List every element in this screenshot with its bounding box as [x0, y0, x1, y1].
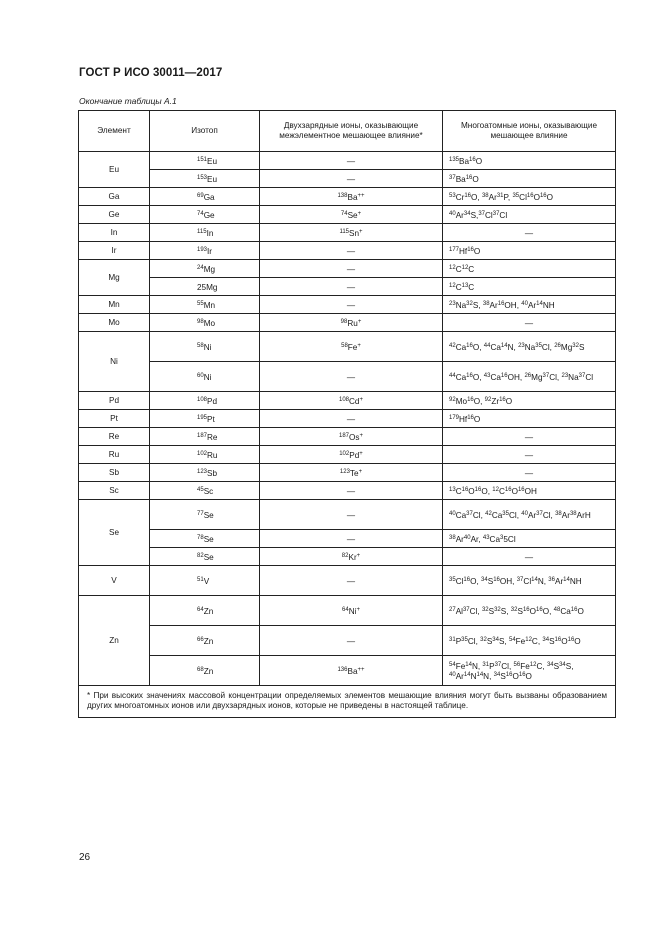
cell-doubly-charged-ion: $^{138}$Ba++ — [260, 188, 443, 206]
cell-isotope: $^{69}$Ga — [150, 188, 260, 206]
cell-polyatomic-ions: — — [443, 446, 616, 464]
cell-element: Ge — [79, 206, 150, 224]
cell-polyatomic-ions: $^{35}$Cl$^{16}$O, $^{34}S^{16}OH$, $^{37}$Cl$^{14}$N, $^{36}$Ar$^{14}$NH — [443, 566, 616, 596]
cell-doubly-charged-ion: $^{187}$Os+ — [260, 428, 443, 446]
cell-doubly-charged-ion: $^{115}$Sn+ — [260, 224, 443, 242]
cell-doubly-charged-ion: $^{136}$Ba++ — [260, 656, 443, 686]
cell-isotope: $^{123}$Sb — [150, 464, 260, 482]
cell-element: Pd — [79, 392, 150, 410]
cell-isotope: $^{77}$Se — [150, 500, 260, 530]
cell-polyatomic-ions: $^{40}$Ar$^{34}$S,$^{37}$Cl$^{37}$Cl — [443, 206, 616, 224]
cell-isotope: $^{55}$Mn — [150, 296, 260, 314]
table-row — [79, 152, 616, 170]
cell-element: Ni — [79, 332, 150, 392]
cell-isotope: 25Mg — [150, 278, 260, 296]
cell-doubly-charged-ion: — — [260, 482, 443, 500]
cell-doubly-charged-ion: — — [260, 278, 443, 296]
table-row — [79, 626, 616, 656]
cell-element: Mn — [79, 296, 150, 314]
cell-doubly-charged-ion: — — [260, 296, 443, 314]
cell-polyatomic-ions: — — [443, 464, 616, 482]
cell-polyatomic-ions: — — [443, 314, 616, 332]
cell-doubly-charged-ion: $^{108}$Cd+ — [260, 392, 443, 410]
footnote-row — [79, 686, 616, 718]
cell-doubly-charged-ion: $^{98}$Ru+ — [260, 314, 443, 332]
cell-doubly-charged-ion: $^{82}$Kr+ — [260, 548, 443, 566]
cell-polyatomic-ions: $^{38}$Ar$^{40}$Ar, $^{43}$Ca$^3$5Cl — [443, 530, 616, 548]
cell-element: Ru — [79, 446, 150, 464]
col-header-doubly-charged-ions: Двухзарядные ионы, оказывающие межэлементное мешающее влияние* — [260, 111, 443, 152]
cell-element: Re — [79, 428, 150, 446]
table-row — [79, 260, 616, 278]
cell-element: Mg — [79, 260, 150, 296]
table-row — [79, 530, 616, 548]
cell-doubly-charged-ion: — — [260, 152, 443, 170]
cell-isotope: $^{193}$Ir — [150, 242, 260, 260]
cell-isotope: $^{51}$V — [150, 566, 260, 596]
table-row — [79, 392, 616, 410]
cell-polyatomic-ions: $^{92}$Mo$^{16}$O, $^{92}$Zr$^{16}$O — [443, 392, 616, 410]
table-row — [79, 446, 616, 464]
isotope-interference-table — [78, 110, 616, 718]
cell-element: Sc — [79, 482, 150, 500]
table-row — [79, 482, 616, 500]
cell-polyatomic-ions: — — [443, 224, 616, 242]
cell-doubly-charged-ion: — — [260, 566, 443, 596]
table-body — [79, 152, 616, 686]
cell-element: Se — [79, 500, 150, 566]
table-row — [79, 596, 616, 626]
table-row — [79, 278, 616, 296]
cell-doubly-charged-ion: — — [260, 242, 443, 260]
cell-polyatomic-ions: $^{40}$Ca$^{37}$Cl, $^{42}$Ca$^{35}$Cl, $^{40}$Ar$^{37}$Cl, $^{38}$Ar$^{38}$ArH — [443, 500, 616, 530]
cell-doubly-charged-ion: $^{102}$Pd+ — [260, 446, 443, 464]
cell-doubly-charged-ion: $^{123}$Te+ — [260, 464, 443, 482]
cell-polyatomic-ions: $^{23}$Na$^{32}$S, $^{38}$Ar$^{16}$OH, $^{40}$Ar$^{14}$NH — [443, 296, 616, 314]
cell-polyatomic-ions: $^{135}$Ba$^{16}$O — [443, 152, 616, 170]
cell-isotope: $^{98}$Mo — [150, 314, 260, 332]
cell-polyatomic-ions: $^{44}$Ca$^{16}$O, $^{43}$Ca$^{16}$OH, $^{26}$Mg$^{37}$Cl, $^{23}$Na$^{37}$Cl — [443, 362, 616, 392]
cell-polyatomic-ions: $^{42}$Ca$^{16}$O, $^{44}$Ca$^{14}$N, $^{23}$Na$^{35}$Cl, $^{26}$Mg$^{32}$S — [443, 332, 616, 362]
cell-isotope: $^{102}$Ru — [150, 446, 260, 464]
cell-isotope: $^{24}$Mg — [150, 260, 260, 278]
table-row — [79, 296, 616, 314]
cell-polyatomic-ions: $^{13}C^{16}O^{16}O$, $^{12}C^{16}O^{16}OH$ — [443, 482, 616, 500]
col-header-isotope: Изотоп — [150, 111, 260, 152]
cell-doubly-charged-ion: — — [260, 362, 443, 392]
cell-polyatomic-ions: $^{53}$Cr$^{16}$O, $^{38}$Ar$^{31}$P, $^{35}Cl^{16}O^{16}O$ — [443, 188, 616, 206]
cell-polyatomic-ions: $^{31}P^{35}Cl$, $^{32}S^{34}S$, $^{54}$Fe$^{12}$C, $^{34}S^{16}O^{16}O$ — [443, 626, 616, 656]
cell-polyatomic-ions: $^{12}C^{13}C$ — [443, 278, 616, 296]
cell-doubly-charged-ion: $^{64}$Ni+ — [260, 596, 443, 626]
cell-isotope: $^{68}$Zn — [150, 656, 260, 686]
cell-doubly-charged-ion: — — [260, 626, 443, 656]
table-row — [79, 464, 616, 482]
cell-isotope: $^{58}$Ni — [150, 332, 260, 362]
cell-doubly-charged-ion: — — [260, 530, 443, 548]
cell-isotope: $^{64}$Zn — [150, 596, 260, 626]
cell-doubly-charged-ion: — — [260, 410, 443, 428]
page-number: 26 — [79, 852, 91, 863]
cell-element: Eu — [79, 152, 150, 188]
col-header-element: Элемент — [79, 111, 150, 152]
cell-isotope: $^{108}$Pd — [150, 392, 260, 410]
cell-isotope: $^{66}$Zn — [150, 626, 260, 656]
cell-element: V — [79, 566, 150, 596]
table-row — [79, 224, 616, 242]
cell-polyatomic-ions: $^{12}C^{12}C$ — [443, 260, 616, 278]
table-caption: Окончание таблицы А.1 — [79, 96, 177, 106]
cell-isotope: $^{45}$Sc — [150, 482, 260, 500]
cell-isotope: $^{82}$Se — [150, 548, 260, 566]
cell-isotope: $^{187}$Re — [150, 428, 260, 446]
cell-isotope: $^{74}$Ge — [150, 206, 260, 224]
cell-isotope: $^{78}$Se — [150, 530, 260, 548]
cell-polyatomic-ions: $^{54}$Fe$^{14}$N, $^{31}P^{37}Cl$, $^{56}$Fe$^{12}$C, $^{34}S^{34}S$, $^{40}Ar^{14}N^{14}N$, $^{34}S^{16}O^{16}O$ — [443, 656, 616, 686]
cell-doubly-charged-ion: $^{74}$Se+ — [260, 206, 443, 224]
document-code-header: ГОСТ Р ИСО 30011—2017 — [79, 67, 223, 79]
col-header-polyatomic-ions: Многоатомные ионы, оказывающие мешающее влияние — [443, 111, 616, 152]
table-row — [79, 332, 616, 362]
cell-polyatomic-ions: — — [443, 548, 616, 566]
cell-doubly-charged-ion: — — [260, 170, 443, 188]
cell-polyatomic-ions: $^{179}$Hf$^{16}$O — [443, 410, 616, 428]
cell-element: Mo — [79, 314, 150, 332]
cell-polyatomic-ions: $^{27}$Al$^{37}$Cl, $^{32}S^{32}S$, $^{32}S^{16}O^{16}O$, $^{48}$Ca$^{16}$O — [443, 596, 616, 626]
table-row — [79, 500, 616, 530]
table-row — [79, 656, 616, 686]
cell-doubly-charged-ion: — — [260, 500, 443, 530]
table-row — [79, 548, 616, 566]
cell-polyatomic-ions: $^{177}$Hf$^{16}$O — [443, 242, 616, 260]
cell-doubly-charged-ion: $^{58}$Fe+ — [260, 332, 443, 362]
table-row — [79, 206, 616, 224]
table-row — [79, 566, 616, 596]
table-row — [79, 314, 616, 332]
cell-isotope: $^{60}$Ni — [150, 362, 260, 392]
cell-isotope: $^{115}$In — [150, 224, 260, 242]
cell-element: Pt — [79, 410, 150, 428]
cell-element: Ir — [79, 242, 150, 260]
cell-element: Ga — [79, 188, 150, 206]
cell-element: In — [79, 224, 150, 242]
table-header-row — [79, 111, 616, 152]
table-row — [79, 428, 616, 446]
cell-doubly-charged-ion: — — [260, 260, 443, 278]
table-row — [79, 362, 616, 392]
cell-isotope: $^{195}$Pt — [150, 410, 260, 428]
cell-isotope: $^{153}$Eu — [150, 170, 260, 188]
cell-element: Sb — [79, 464, 150, 482]
table-row — [79, 170, 616, 188]
table-row — [79, 410, 616, 428]
cell-polyatomic-ions: — — [443, 428, 616, 446]
table-row — [79, 242, 616, 260]
table-footnote: * При высоких значениях массовой концентрации определяемых элементов мешающие влияния могут быть вызваны образованием других многоатомных ионов или двухзарядных ионов, которые не приведены в настоящей таблице. — [79, 686, 616, 718]
table-row — [79, 188, 616, 206]
cell-isotope: $^{151}$Eu — [150, 152, 260, 170]
cell-element: Zn — [79, 596, 150, 686]
cell-polyatomic-ions: $^{37}$Ba$^{16}$O — [443, 170, 616, 188]
